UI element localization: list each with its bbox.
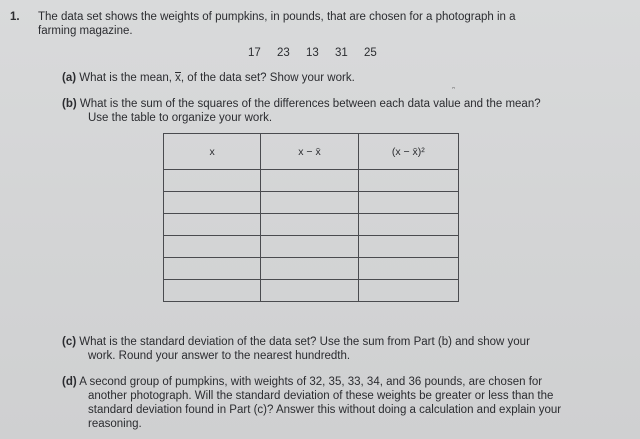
data-set (248, 47, 390, 59)
table-cell[interactable] (358, 214, 458, 236)
pen-mark-icon: ᵔ (452, 85, 456, 94)
table-cell[interactable] (358, 170, 458, 192)
header-x: x (164, 134, 261, 170)
table-cell[interactable] (164, 236, 261, 258)
table-cell[interactable] (164, 280, 261, 302)
table-cell[interactable] (261, 170, 358, 192)
table-row (164, 280, 459, 302)
table-cell[interactable] (358, 236, 458, 258)
part-b-line1: What is the sum of the squares of the differences between each data value and the mean? (79, 98, 541, 110)
part-a-label: (a) (62, 72, 77, 84)
part-d-label: (d) (62, 376, 77, 388)
header-x-minus-mean: x − x̄ (261, 134, 358, 170)
part-a-text-after: , of the data set? Show your work. (180, 72, 355, 84)
table-cell[interactable] (358, 280, 458, 302)
part-d-line4: reasoning. (88, 418, 142, 430)
question-intro-line1: The data set shows the weights of pumpkins, in pounds, that are chosen for a photograph in a (38, 11, 516, 23)
part-a-text-before: What is the mean, (79, 72, 172, 84)
part-b-label: (b) (62, 98, 77, 110)
data-value: 31 (335, 47, 348, 59)
table-cell[interactable] (358, 192, 458, 214)
table-cell[interactable] (261, 236, 358, 258)
data-value: 23 (277, 47, 290, 59)
table-cell[interactable] (261, 192, 358, 214)
table-cell[interactable] (261, 214, 358, 236)
table-cell[interactable] (358, 258, 458, 280)
part-d-line1: A second group of pumpkins, with weights of 32, 35, 33, 34, and 36 pounds, are chosen for (79, 376, 543, 388)
table-row (164, 258, 459, 280)
part-b (62, 97, 541, 111)
header-squared-difference: (x − x̄)² (358, 134, 458, 170)
data-value: 13 (306, 47, 319, 59)
table-row (164, 192, 459, 214)
data-value: 25 (364, 47, 377, 59)
table-row (164, 214, 459, 236)
data-value: 17 (248, 47, 261, 59)
table-cell[interactable] (164, 170, 261, 192)
question-intro-line2: farming magazine. (38, 25, 133, 37)
table-cell[interactable] (261, 280, 358, 302)
part-c-line2: work. Round your answer to the nearest hundredth. (88, 350, 351, 362)
part-d (62, 375, 542, 389)
part-c (62, 335, 530, 349)
part-c-line1: What is the standard deviation of the data set? Use the sum from Part (b) and show your (79, 336, 530, 348)
part-b-line2: Use the table to organize your work. (88, 112, 273, 124)
table-cell[interactable] (164, 214, 261, 236)
work-table (163, 133, 459, 302)
part-a (62, 71, 355, 85)
table-row (164, 170, 459, 192)
table-header-row (164, 134, 459, 170)
part-c-label: (c) (62, 336, 77, 348)
question-number: 1. (10, 11, 20, 23)
table-row (164, 236, 459, 258)
part-d-line2: another photograph. Will the standard deviation of these weights be greater or less than the (88, 390, 554, 402)
table-cell[interactable] (164, 258, 261, 280)
part-d-line3: standard deviation found in Part (c)? Answer this without doing a calculation and explain your (88, 404, 562, 416)
mean-symbol: x (175, 72, 181, 84)
table-cell[interactable] (261, 258, 358, 280)
table-cell[interactable] (164, 192, 261, 214)
